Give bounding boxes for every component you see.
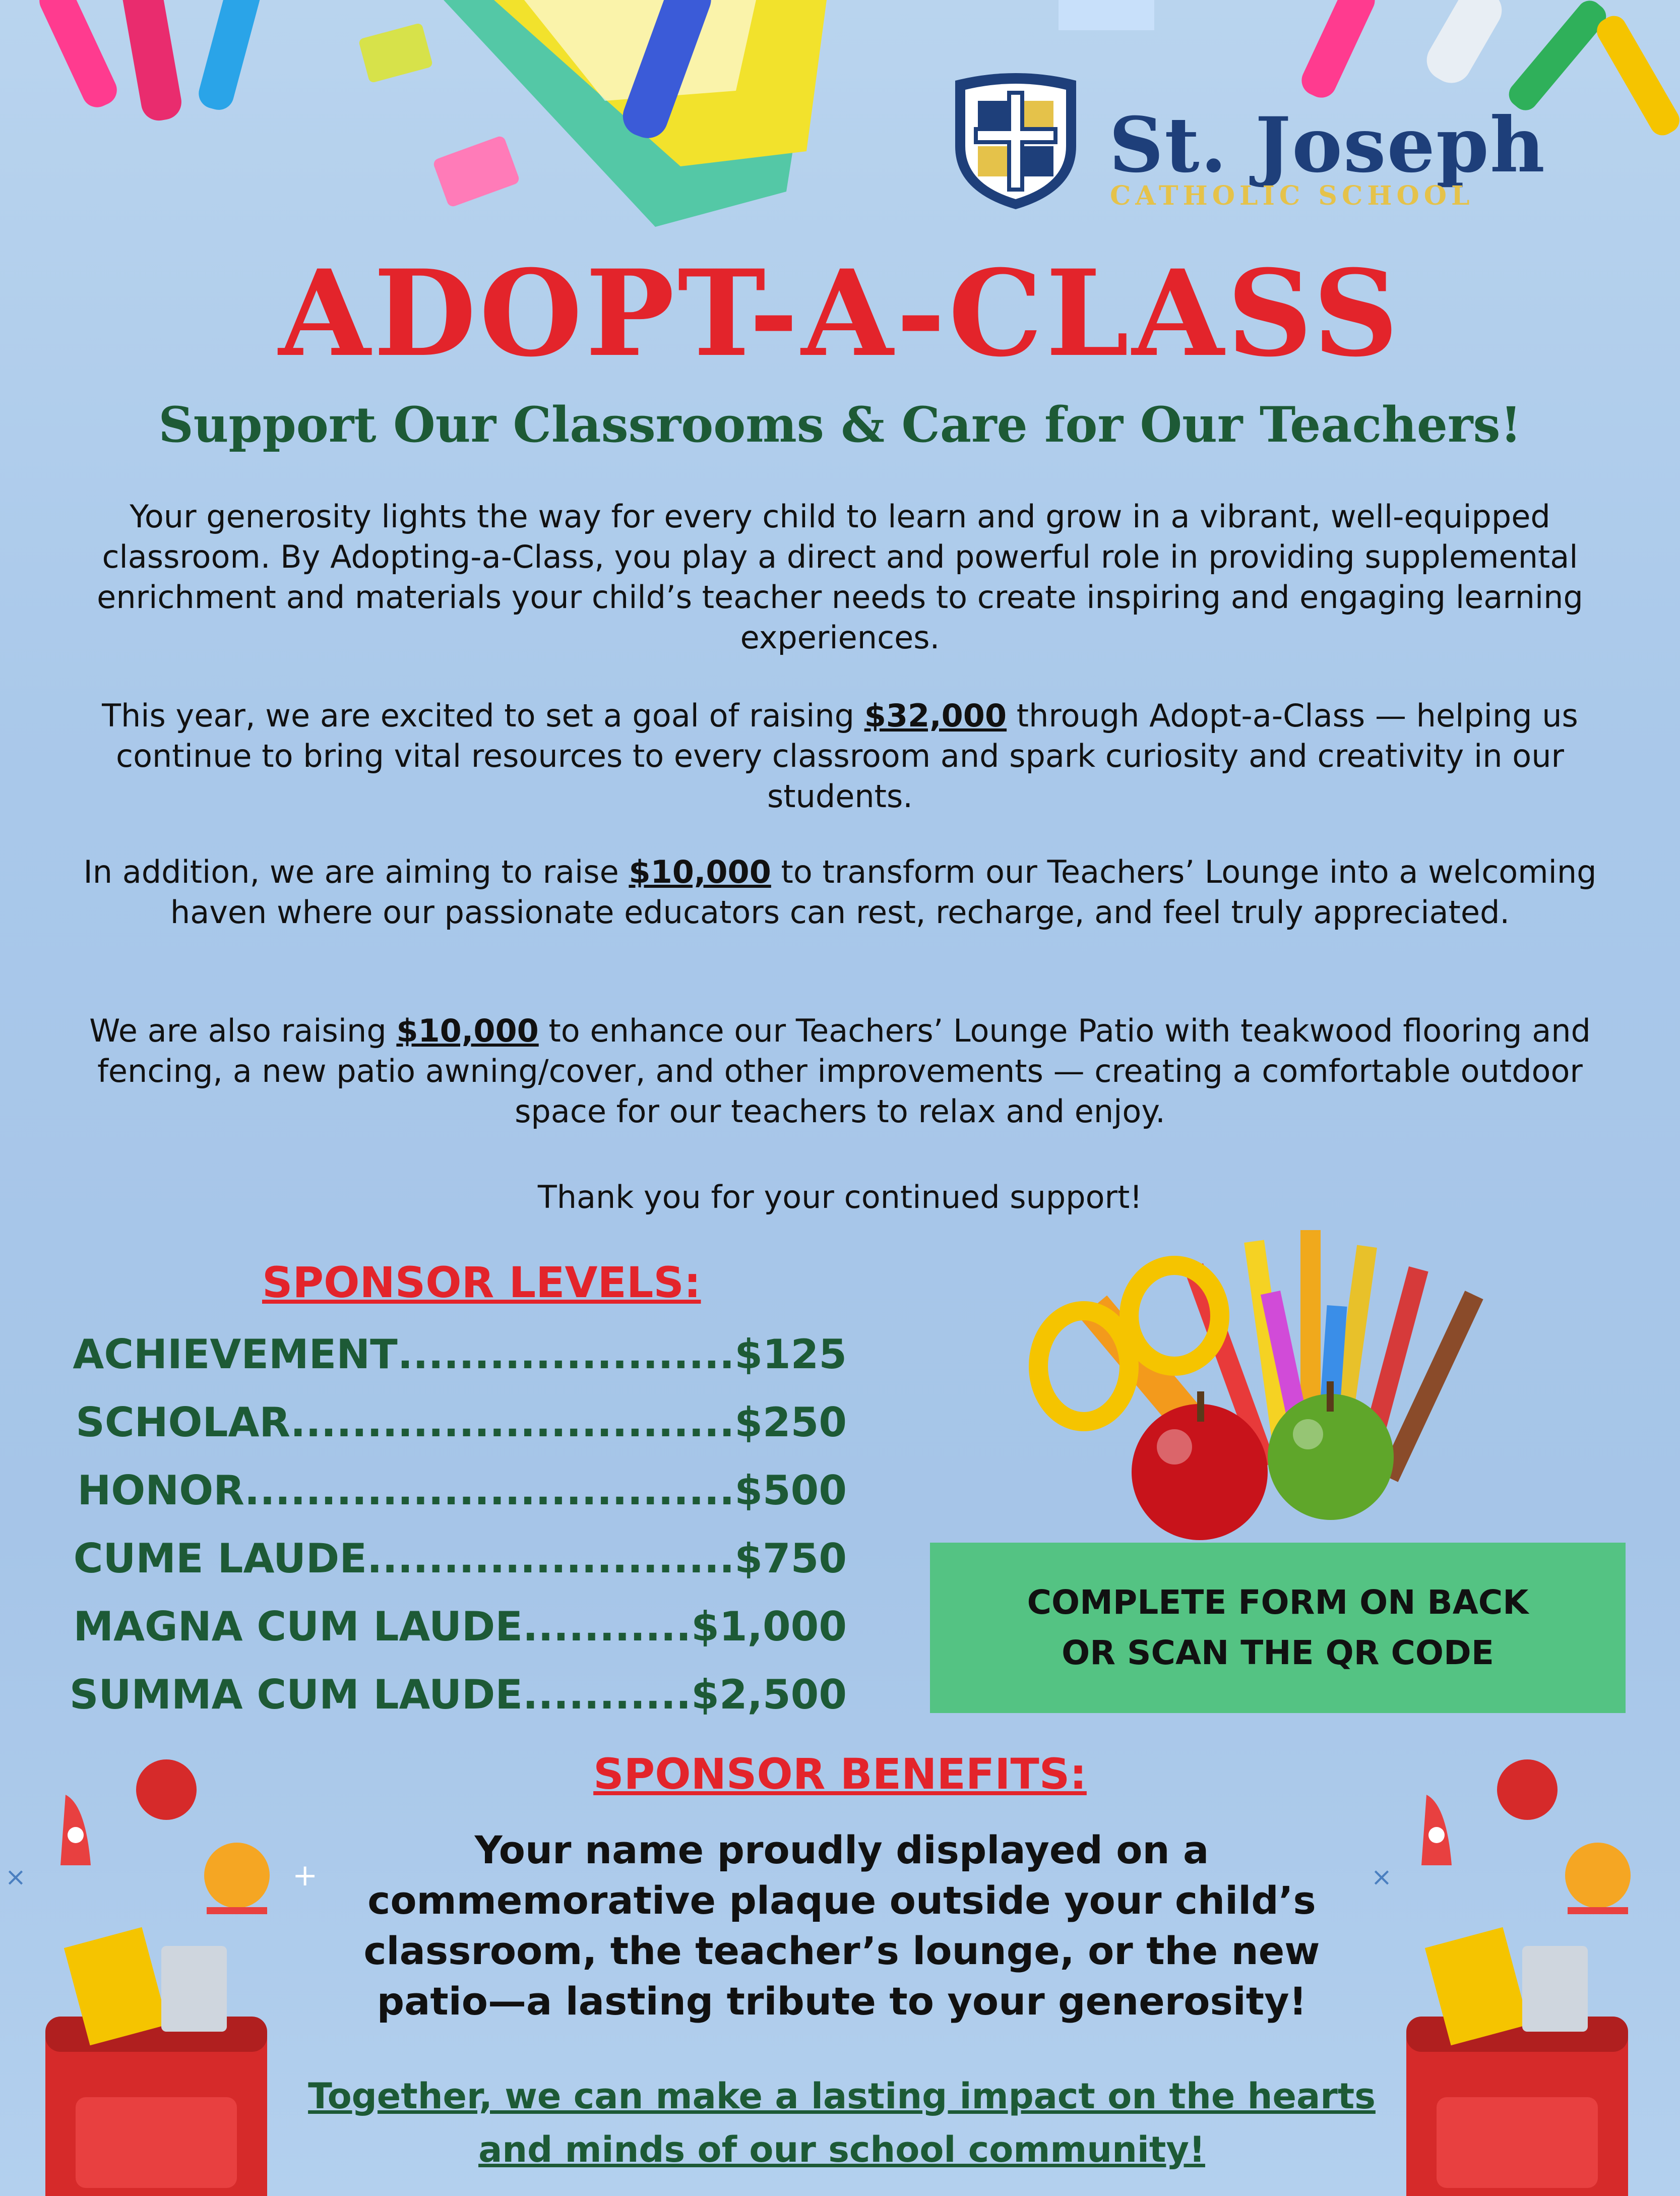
rocket-icon <box>60 1795 91 1865</box>
level-amount: $125 <box>734 1331 847 1378</box>
level-dots: ...................... <box>397 1331 735 1378</box>
sponsor-level-row <box>73 1331 847 1378</box>
sponsor-benefits-heading: SPONSOR BENEFITS: <box>593 1749 1087 1799</box>
backpack-art-left <box>0 1734 323 2196</box>
goal1-text-before: This year, we are excited to set a goal of raising <box>102 697 864 734</box>
sponsor-levels-heading: SPONSOR LEVELS: <box>262 1258 701 1307</box>
level-name: CUME LAUDE <box>73 1535 367 1582</box>
level-dots: ........................ <box>366 1535 735 1582</box>
school-subtitle: CATHOLIC SCHOOL <box>1110 180 1474 211</box>
cross-mark-icon: × <box>5 1862 26 1892</box>
goal3-amount: $10,000 <box>396 1012 539 1049</box>
goal-paragraph-1 <box>81 696 1599 817</box>
sponsor-level-row <box>73 1603 847 1650</box>
goal2-text-before: In addition, we are aiming to raise <box>83 853 629 890</box>
apples-pencils-illustration <box>1008 1200 1563 1543</box>
sponsor-level-row <box>76 1399 847 1446</box>
ruler-icon <box>1059 0 1154 30</box>
goal1-amount: $32,000 <box>864 697 1007 734</box>
intro-paragraph: Your generosity lights the way for every child to learn and grow in a vibrant, well-equipped classroom. By Adopting-a-Class, you play a direct and powerful role in providing supplemental enrichment and materials your child’s teacher needs to create inspiring and engaging learning experiences. <box>97 498 1583 656</box>
level-name: SUMMA CUM LAUDE <box>69 1671 523 1718</box>
page-subtitle: Support Our Classrooms & Care for Our Teachers! <box>158 396 1522 453</box>
page-title: ADOPT-A-CLASS <box>278 244 1402 383</box>
rocket-icon <box>1421 1795 1452 1865</box>
cross-shield-icon <box>948 71 1084 212</box>
backpack-icon <box>45 2017 267 2196</box>
level-dots: ............................. <box>290 1399 735 1446</box>
level-amount: $2,500 <box>691 1671 847 1718</box>
level-amount: $1,000 <box>691 1603 847 1650</box>
level-name: MAGNA CUM LAUDE <box>73 1603 523 1650</box>
apple-icon <box>1497 1759 1558 1820</box>
apple-icon <box>136 1759 197 1820</box>
level-amount: $500 <box>734 1467 847 1514</box>
level-dots: ................................ <box>244 1467 735 1514</box>
globe-icon <box>204 1843 270 1911</box>
goal2-text-after: to transform our Teachers’ Lounge into a welcoming haven where our passionate educators can rest, recharge, and feel truly appreciated. <box>170 853 1597 931</box>
backpack-icon <box>1406 2017 1628 2196</box>
backpack-art-right <box>1361 1734 1680 2196</box>
school-logo <box>948 71 1546 212</box>
level-name: SCHOLAR <box>76 1399 291 1446</box>
goal1-text-after: through Adopt-a-Class — helping us continue to bring vital resources to every classroom and spark curiosity and creativity in our students. <box>115 697 1578 815</box>
cross-mark-icon: × <box>1371 1862 1392 1892</box>
cta-text: COMPLETE FORM ON BACK OR SCAN THE QR CODE <box>1027 1583 1529 1672</box>
goal-paragraph-2 <box>81 852 1599 933</box>
school-name: St. Joseph <box>1109 101 1546 190</box>
thank-you-text: Thank you for your continued support! <box>537 1179 1143 1215</box>
globe-icon <box>1565 1843 1631 1911</box>
benefits-text: Your name proudly displayed on a commemorative plaque outside your child’s classroom, the teacher’s lounge, or the new patio—a lasting tribute to your generosity! <box>363 1827 1320 2024</box>
sponsor-level-row <box>73 1535 847 1582</box>
level-name: ACHIEVEMENT <box>73 1331 398 1378</box>
goal2-amount: $10,000 <box>629 853 771 890</box>
level-dots: ........... <box>522 1603 692 1650</box>
plus-icon: + <box>292 1858 318 1893</box>
cta-box <box>930 1543 1626 1713</box>
level-name: HONOR <box>77 1467 244 1514</box>
calculator-icon <box>161 1946 227 2032</box>
goal-paragraph-3 <box>81 1011 1599 1132</box>
sponsor-level-row <box>69 1671 847 1718</box>
level-amount: $250 <box>734 1399 847 1446</box>
sponsor-level-row <box>77 1467 847 1514</box>
closing-text: Together, we can make a lasting impact on the hearts and minds of our school community! <box>308 2076 1376 2170</box>
level-dots: ........... <box>522 1671 692 1718</box>
goal3-text-after: to enhance our Teachers’ Lounge Patio with teakwood flooring and fencing, a new patio awning/cover, and other improvements — creating a comfortable outdoor space for our teachers to relax and enjoy. <box>97 1012 1591 1130</box>
level-amount: $750 <box>734 1535 847 1582</box>
goal3-text-before: We are also raising <box>89 1012 397 1049</box>
calculator-icon <box>1522 1946 1588 2032</box>
